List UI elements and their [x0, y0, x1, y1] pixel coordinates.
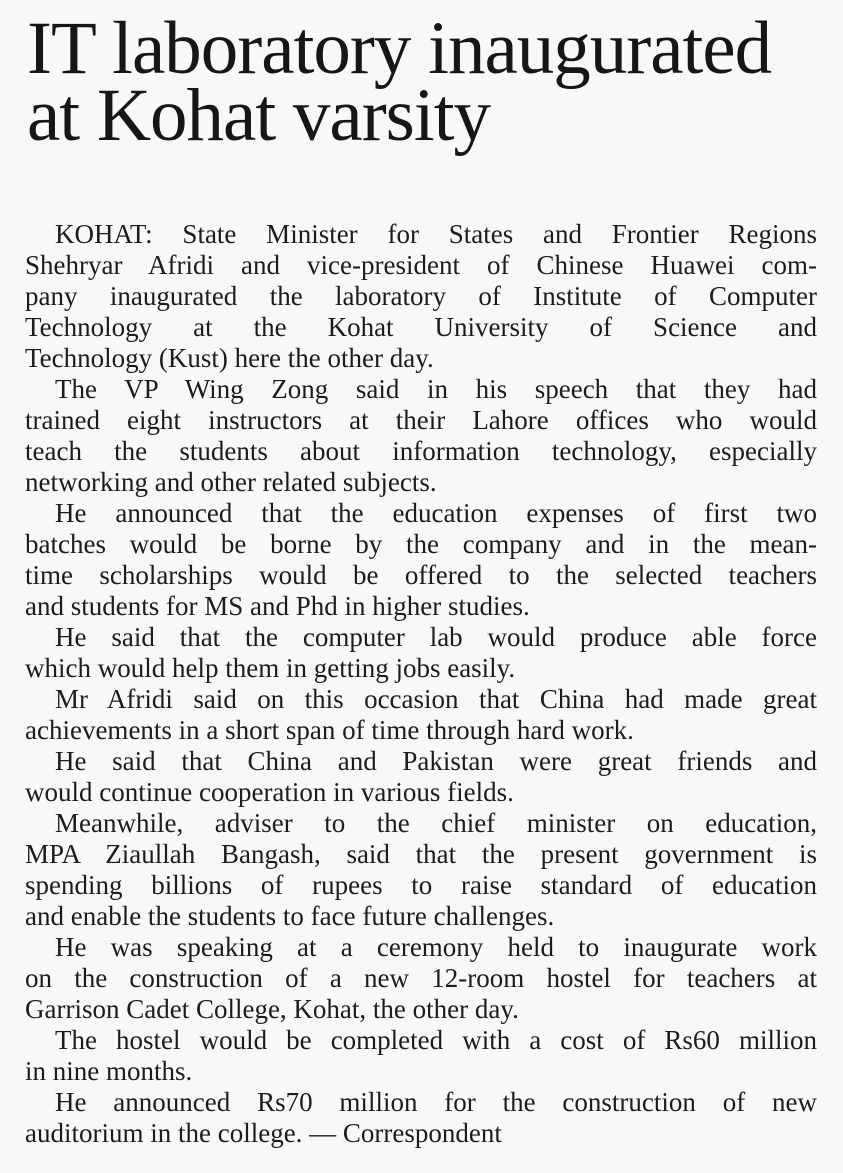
article-paragraph: [25, 219, 817, 374]
article-paragraph: [25, 1025, 817, 1087]
article-paragraph: [25, 684, 817, 746]
article-line: time scholarships would be offered to the selected teachers: [25, 560, 817, 590]
article-line: KOHAT: State Minister for States and Frontier Regions: [55, 219, 817, 249]
article-paragraph: [25, 932, 817, 1025]
headline-line-1: IT laboratory inaugurated: [27, 7, 772, 90]
article-line: trained eight instructors at their Lahore offices who would: [25, 405, 817, 435]
article-line: He was speaking at a ceremony held to inaugurate work: [55, 932, 817, 962]
article-line: Technology at the Kohat University of Science and: [25, 312, 817, 342]
article-line: batches would be borne by the company and in the mean-: [25, 529, 817, 559]
article-paragraph: [25, 498, 817, 622]
article-line: He announced Rs70 million for the construction of new: [55, 1087, 817, 1117]
article-line: Technology (Kust) here the other day.: [25, 343, 434, 373]
article-body: [25, 219, 817, 1149]
article-line: in nine months.: [25, 1056, 193, 1086]
article-line: Shehryar Afridi and vice-president of Chinese Huawei com-: [25, 250, 817, 280]
article-headline: [27, 7, 813, 157]
article-line: He announced that the education expenses of first two: [55, 498, 817, 528]
article-line: pany inaugurated the laboratory of Institute of Computer: [25, 281, 817, 311]
article-line: Garrison Cadet College, Kohat, the other day.: [25, 994, 519, 1024]
article-paragraph: [25, 746, 817, 808]
article-line: Mr Afridi said on this occasion that China had made great: [55, 684, 817, 714]
article-line: achievements in a short span of time through hard work.: [25, 715, 634, 745]
article-line: which would help them in getting jobs easily.: [25, 653, 516, 683]
article-line: Meanwhile, adviser to the chief minister on education,: [55, 808, 817, 838]
article-line: MPA Ziaullah Bangash, said that the present government is: [25, 839, 817, 869]
headline-line-2: at Kohat varsity: [27, 74, 491, 157]
article-line: The hostel would be completed with a cost of Rs60 million: [55, 1025, 817, 1055]
article-line: and students for MS and Phd in higher studies.: [25, 591, 530, 621]
article-line: teach the students about information technology, especially: [25, 436, 817, 466]
article-line: on the construction of a new 12-room hostel for teachers at: [25, 963, 817, 993]
article-paragraph: [25, 808, 817, 932]
article-line: auditorium in the college. — Correspondent: [25, 1118, 502, 1148]
article-line: and enable the students to face future challenges.: [25, 901, 555, 931]
article-line: would continue cooperation in various fields.: [25, 777, 514, 807]
article-line: He said that China and Pakistan were great friends and: [55, 746, 817, 776]
article-paragraph: [25, 374, 817, 498]
article-paragraph: [25, 622, 817, 684]
article-line: networking and other related subjects.: [25, 467, 437, 497]
article-line: The VP Wing Zong said in his speech that they had: [55, 374, 817, 404]
article-line: spending billions of rupees to raise standard of education: [25, 870, 817, 900]
article-line: He said that the computer lab would produce able force: [55, 622, 817, 652]
article-paragraph: [25, 1087, 817, 1149]
